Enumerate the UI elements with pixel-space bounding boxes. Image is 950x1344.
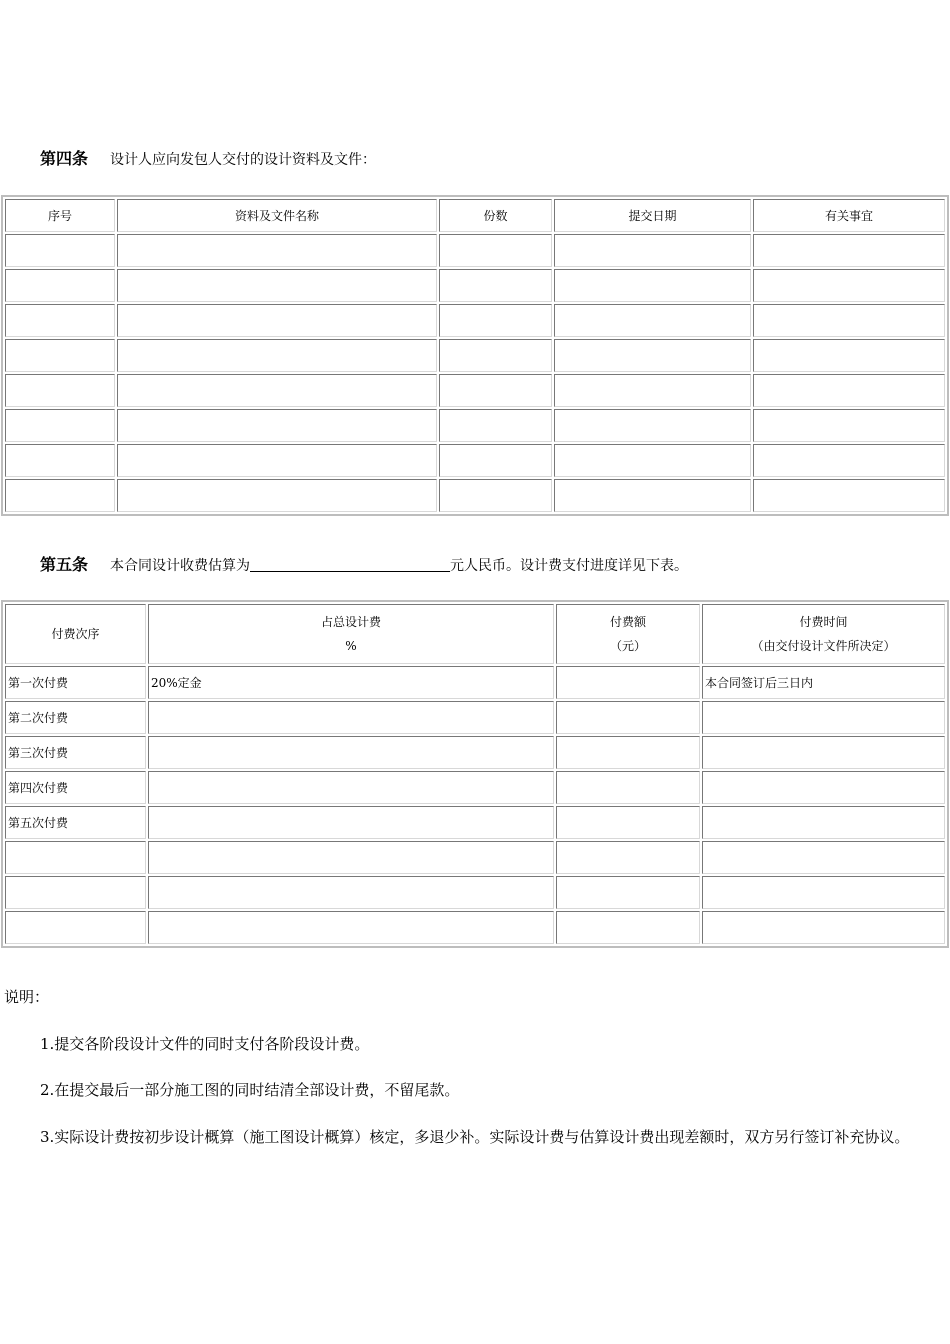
payment-amount <box>556 771 700 804</box>
payment-percent <box>148 736 554 769</box>
cell <box>117 374 437 407</box>
cell <box>148 876 554 909</box>
cell <box>753 269 945 302</box>
header-index: 序号 <box>5 199 115 232</box>
payment-time <box>702 701 945 734</box>
cell <box>117 234 437 267</box>
header-amount-line1: 付费额 <box>609 615 646 629</box>
payment-time <box>702 736 945 769</box>
cell <box>5 409 115 442</box>
cell <box>554 444 751 477</box>
table-row <box>5 409 945 442</box>
cell <box>5 479 115 512</box>
cell <box>148 841 554 874</box>
cell <box>5 876 146 909</box>
table-row <box>5 841 945 874</box>
table-row <box>5 911 945 944</box>
cell <box>753 444 945 477</box>
header-copies: 份数 <box>439 199 552 232</box>
payment-header-row <box>5 604 945 664</box>
payment-percent <box>148 701 554 734</box>
cell <box>5 339 115 372</box>
payment-order: 第五次付费 <box>5 806 146 839</box>
article-4-label: 第四条 <box>40 149 89 168</box>
cell <box>5 911 146 944</box>
payment-order: 第四次付费 <box>5 771 146 804</box>
cell <box>753 304 945 337</box>
payment-order: 第三次付费 <box>5 736 146 769</box>
header-time-line2: （由交付设计文件所决定） <box>751 639 896 653</box>
header-amount <box>556 604 700 664</box>
cell <box>117 409 437 442</box>
payment-amount <box>556 806 700 839</box>
table-row <box>5 374 945 407</box>
fee-amount-blank[interactable] <box>250 557 450 572</box>
payment-percent <box>148 771 554 804</box>
payment-amount <box>556 666 700 699</box>
cell <box>753 374 945 407</box>
cell <box>5 444 115 477</box>
payment-time <box>702 771 945 804</box>
cell <box>5 234 115 267</box>
header-percent-line1: 占总设计费 <box>320 615 381 629</box>
article-5-text-before: 本合同设计收费估算为 <box>110 558 251 574</box>
cell <box>554 269 751 302</box>
header-percent <box>148 604 554 664</box>
cell <box>554 339 751 372</box>
cell <box>148 911 554 944</box>
article-4-heading <box>40 149 376 170</box>
table-row <box>5 876 945 909</box>
cell <box>556 876 700 909</box>
cell <box>702 876 945 909</box>
header-time-line1: 付费时间 <box>799 615 848 629</box>
cell <box>439 339 552 372</box>
payment-time: 本合同签订后三日内 <box>702 666 945 699</box>
cell <box>5 269 115 302</box>
cell <box>439 409 552 442</box>
header-payment-time <box>702 604 945 664</box>
payment-amount <box>556 736 700 769</box>
deliverables-table <box>1 195 949 516</box>
table-row <box>5 736 945 769</box>
table-row <box>5 444 945 477</box>
table-row <box>5 234 945 267</box>
cell <box>439 374 552 407</box>
cell <box>753 409 945 442</box>
table-row <box>5 479 945 512</box>
cell <box>554 304 751 337</box>
cell <box>439 444 552 477</box>
cell <box>5 841 146 874</box>
table-row <box>5 806 945 839</box>
article-4-text: 设计人应向发包人交付的设计资料及文件： <box>110 152 377 168</box>
payment-percent <box>148 806 554 839</box>
cell <box>5 374 115 407</box>
cell <box>753 479 945 512</box>
cell <box>117 479 437 512</box>
cell <box>117 444 437 477</box>
cell <box>554 234 751 267</box>
cell <box>753 234 945 267</box>
note-item-3: 3.实际设计费按初步设计概算（施工图设计概算）核定，多退少补。实际设计费与估算设计费出现差额时，双方另行签订补充协议。 <box>40 1128 910 1146</box>
header-remarks: 有关事宜 <box>753 199 945 232</box>
cell <box>753 339 945 372</box>
header-percent-line2: % <box>345 639 357 653</box>
cell <box>554 374 751 407</box>
payment-order: 第二次付费 <box>5 701 146 734</box>
article-5-text-after: 元人民币。设计费支付进度详见下表。 <box>450 558 689 574</box>
cell <box>554 479 751 512</box>
header-submit-date: 提交日期 <box>554 199 751 232</box>
payment-schedule-table <box>1 600 949 948</box>
cell <box>702 841 945 874</box>
cell <box>5 304 115 337</box>
table-row <box>5 269 945 302</box>
header-payment-order: 付费次序 <box>5 604 146 664</box>
table-row <box>5 771 945 804</box>
cell <box>556 911 700 944</box>
deliverables-header-row <box>5 199 945 232</box>
cell <box>554 409 751 442</box>
payment-time <box>702 806 945 839</box>
cell <box>117 339 437 372</box>
cell <box>556 841 700 874</box>
table-row <box>5 304 945 337</box>
note-item-1: 1.提交各阶段设计文件的同时支付各阶段设计费。 <box>40 1035 370 1053</box>
cell <box>439 479 552 512</box>
cell <box>439 269 552 302</box>
cell <box>439 304 552 337</box>
note-item-2: 2.在提交最后一部分施工图的同时结清全部设计费，不留尾款。 <box>40 1081 460 1099</box>
payment-order: 第一次付费 <box>5 666 146 699</box>
payment-percent: 20%定金 <box>148 666 554 699</box>
article-5-heading <box>40 555 688 576</box>
table-row <box>5 701 945 734</box>
article-5-label: 第五条 <box>40 555 89 574</box>
cell <box>702 911 945 944</box>
payment-amount <box>556 701 700 734</box>
notes-title: 说明： <box>4 988 50 1006</box>
header-amount-line2: （元） <box>609 639 646 653</box>
header-document-name: 资料及文件名称 <box>117 199 437 232</box>
cell <box>117 269 437 302</box>
cell <box>439 234 552 267</box>
cell <box>117 304 437 337</box>
table-row <box>5 339 945 372</box>
table-row <box>5 666 945 699</box>
